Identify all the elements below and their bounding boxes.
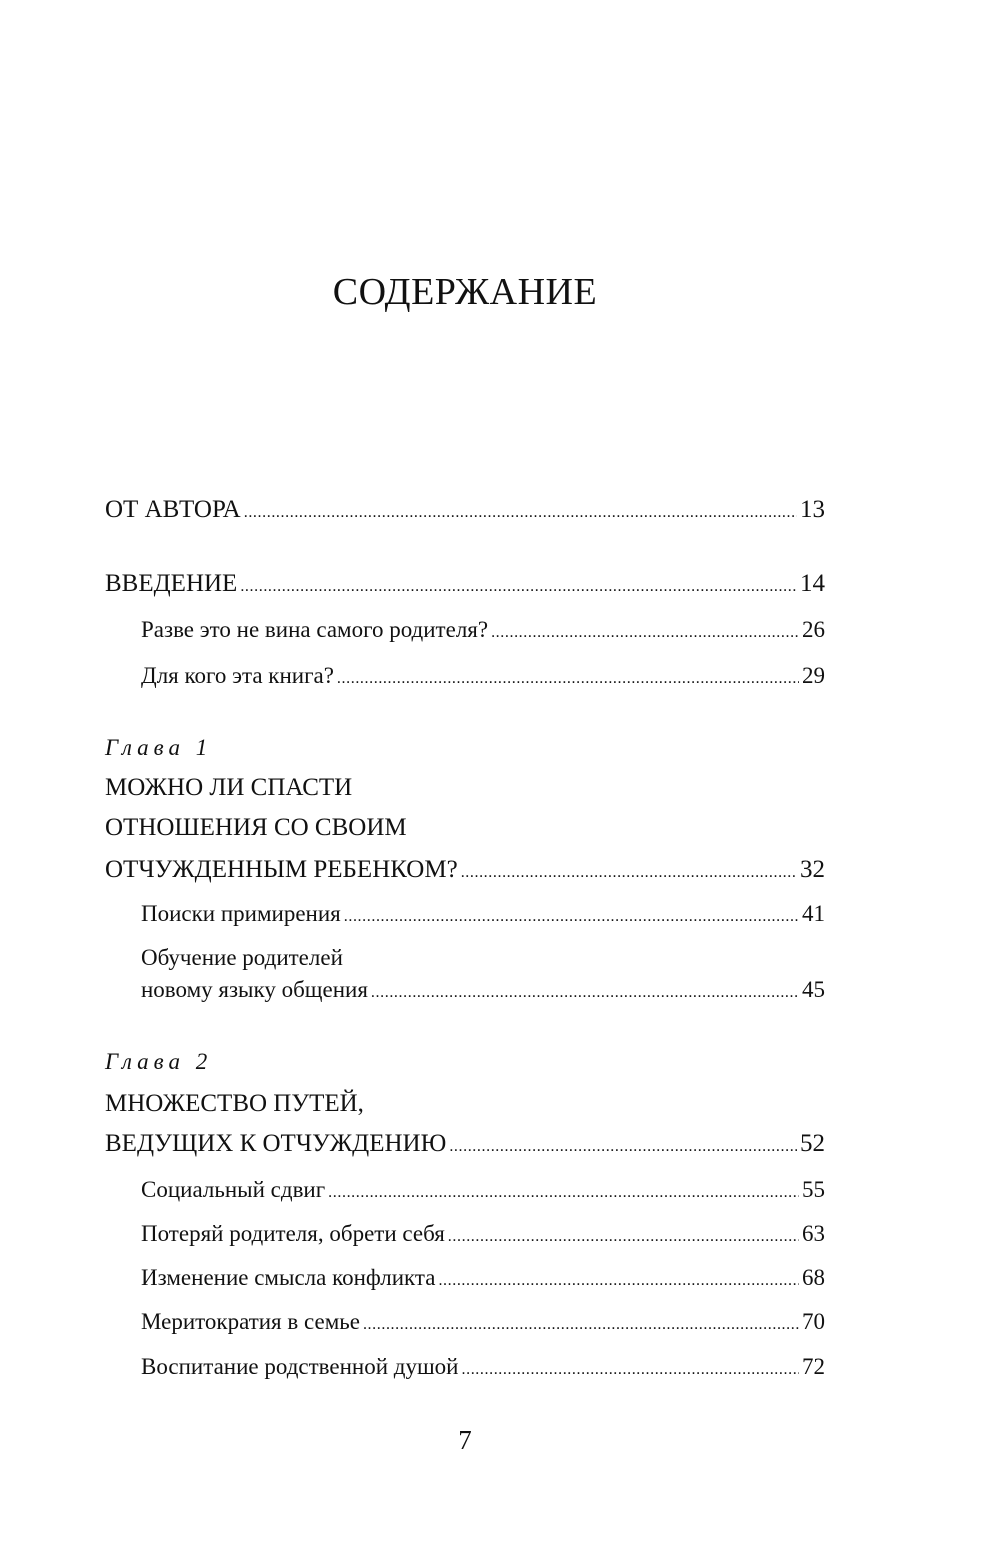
leader-dots	[328, 1173, 799, 1213]
toc-entry-title: Меритократия в семье	[141, 1309, 360, 1334]
toc-entry-title: Потеряй родителя, обрети себя	[141, 1221, 445, 1246]
toc-entry-chapter-1[interactable]	[105, 850, 825, 890]
toc-entry-page: 55	[802, 1177, 825, 1202]
toc-subentry-chapter-2-5[interactable]	[141, 1347, 825, 1387]
toc-entry-page: 72	[802, 1354, 825, 1379]
leader-dots	[344, 897, 799, 937]
toc-entry-title: Поиски примирения	[141, 901, 341, 926]
toc-entry-author[interactable]	[105, 490, 825, 530]
leader-dots	[244, 493, 797, 533]
toc-entry-intro[interactable]	[105, 564, 825, 604]
toc-entry-title: Социальный сдвиг	[141, 1177, 326, 1202]
toc-entry-page: 70	[802, 1309, 825, 1334]
toc-subentry-chapter-1-2[interactable]	[141, 970, 825, 1010]
leader-dots	[371, 973, 799, 1013]
toc-entry-page: 68	[802, 1265, 825, 1290]
toc-subentry-chapter-1-2-line-1[interactable]: Обучение родителей	[141, 945, 343, 970]
toc-entry-title: Воспитание родственной душой	[141, 1354, 459, 1379]
toc-entry-page: 32	[800, 856, 825, 883]
leader-dots	[337, 659, 799, 699]
toc-subentry-chapter-2-1[interactable]	[141, 1170, 825, 1210]
toc-entry-title: ВВЕДЕНИЕ	[105, 570, 238, 597]
toc-entry-title: Разве это не вина самого родителя?	[141, 617, 489, 642]
toc-entry-chapter-2[interactable]	[105, 1124, 825, 1164]
toc-entry-page: 26	[802, 617, 825, 642]
toc-subentry-chapter-1-1[interactable]	[141, 894, 825, 934]
toc-entry-page: 14	[800, 570, 825, 597]
toc-entry-title: Изменение смысла конфликта	[141, 1265, 436, 1290]
toc-entry-page: 52	[800, 1130, 825, 1157]
leader-dots	[491, 613, 799, 653]
chapter-1-title-line-1[interactable]: МОЖНО ЛИ СПАСТИ	[105, 774, 353, 801]
toc-entry-page: 29	[802, 663, 825, 688]
toc-entry-title: новому языку общения	[141, 977, 368, 1002]
toc-subentry-intro-1[interactable]	[141, 610, 825, 650]
toc-subentry-chapter-2-2[interactable]	[141, 1214, 825, 1254]
toc-entry-page: 45	[802, 977, 825, 1002]
leader-dots	[240, 567, 797, 607]
leader-dots	[449, 1127, 797, 1167]
toc-entry-title: ОТЧУЖДЕННЫМ РЕБЕНКОМ?	[105, 856, 458, 883]
leader-dots	[438, 1261, 799, 1301]
leader-dots	[462, 1350, 800, 1390]
leader-dots	[448, 1217, 799, 1257]
toc-entry-page: 63	[802, 1221, 825, 1246]
toc-subentry-chapter-2-3[interactable]	[141, 1258, 825, 1298]
chapter-1-title-line-2[interactable]: ОТНОШЕНИЯ СО СВОИМ	[105, 814, 407, 841]
toc-entry-title: ОТ АВТОРА	[105, 496, 241, 523]
toc-subentry-intro-2[interactable]	[141, 656, 825, 696]
leader-dots	[363, 1305, 799, 1345]
toc-entry-page: 13	[800, 496, 825, 523]
toc-subentry-chapter-2-4[interactable]	[141, 1302, 825, 1342]
leader-dots	[461, 853, 797, 893]
chapter-2-label: Глава 2	[105, 1049, 213, 1074]
page-title: СОДЕРЖАНИЕ	[332, 271, 598, 313]
toc-entry-title: Для кого эта книга?	[141, 663, 334, 688]
chapter-1-label: Глава 1	[105, 735, 213, 760]
toc-entry-title: ВЕДУЩИХ К ОТЧУЖДЕНИЮ	[105, 1130, 447, 1157]
toc-entry-page: 41	[802, 901, 825, 926]
page-number: 7	[458, 1425, 472, 1455]
chapter-2-title-line-1[interactable]: МНОЖЕСТВО ПУТЕЙ,	[105, 1090, 364, 1117]
